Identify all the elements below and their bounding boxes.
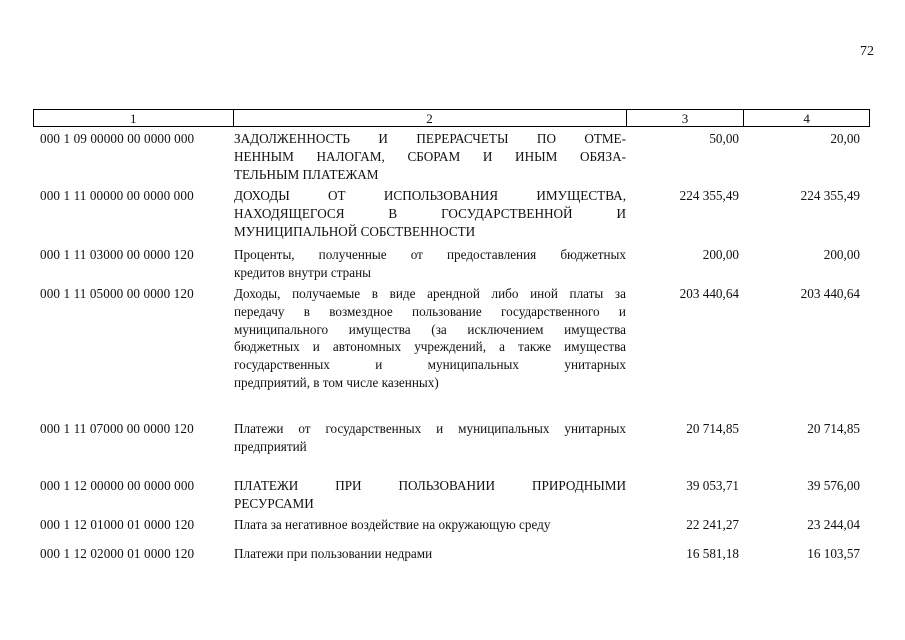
value-col-4: 200,00 [823,247,860,262]
income-name-line: муниципального имущества (за исключением имущества [234,321,626,337]
income-name-line: РЕСУРСАМИ [234,495,314,511]
table-header [33,109,870,127]
income-name-line: кредитов внутри страны [234,264,372,280]
header-col-1: 1 [34,110,234,126]
budget-code: 000 1 12 00000 00 0000 000 [40,478,195,493]
value-col-3: 39 053,71 [686,478,739,493]
income-name-line: предприятий, в том числе казенных) [234,374,439,390]
income-name-line: Платежи при пользовании недрами [234,546,433,561]
income-name-line: ПЛАТЕЖИ ПРИ ПОЛЬЗОВАНИИ ПРИРОДНЫМИ [234,478,626,493]
value-col-3: 224 355,49 [679,188,739,203]
header-col-3: 3 [627,110,745,126]
header-col-4: 4 [803,110,810,126]
income-name [234,516,626,534]
income-name-line: Доходы, получаемые в виде арендной либо иной платы за [234,286,626,301]
budget-code: 000 1 11 00000 00 0000 000 [40,188,194,203]
value-col-4: 39 576,00 [807,478,860,493]
income-name-line: ЗАДОЛЖЕННОСТЬ И ПЕРЕРАСЧЕТЫ ПО ОТМЕ- [234,131,626,146]
value-col-4: 203 440,64 [800,286,860,301]
income-name [234,187,626,240]
income-name [234,246,626,282]
income-name-line: передачу в возмездное пользование государственного и [234,303,626,319]
value-col-3: 200,00 [702,247,739,262]
income-name-line: бюджетных и автономных учреждений, а также имущества [234,339,626,355]
budget-code: 000 1 11 07000 00 0000 120 [40,421,194,436]
income-name-line: Платежи от государственных и муниципальных унитарных [234,421,626,436]
income-name-line: ДОХОДЫ ОТ ИСПОЛЬЗОВАНИЯ ИМУЩЕСТВА, [234,188,626,203]
income-name-line: государственных и муниципальных унитарных [234,357,626,373]
value-col-3: 22 241,27 [686,517,739,532]
header-col-2: 2 [234,110,627,126]
income-name-line: Плата за негативное воздействие на окружающую среду [234,517,551,532]
budget-code: 000 1 09 00000 00 0000 000 [40,131,195,146]
page-number: 72 [860,44,874,59]
income-name [234,285,626,392]
budget-code: 000 1 11 05000 00 0000 120 [40,286,194,301]
income-name [234,130,626,183]
budget-code: 000 1 12 02000 01 0000 120 [40,546,195,561]
value-col-3: 16 581,18 [686,546,739,561]
value-col-4: 16 103,57 [807,546,860,561]
income-name-line: предприятий [234,438,307,454]
budget-code: 000 1 12 01000 01 0000 120 [40,517,195,532]
value-col-3: 50,00 [709,131,739,146]
income-name-line: НЕННЫМ НАЛОГАМ, СБОРАМ И ИНЫМ ОБЯЗА- [234,148,626,164]
budget-code: 000 1 11 03000 00 0000 120 [40,247,194,262]
income-name [234,545,626,563]
value-col-4: 20 714,85 [807,421,860,436]
value-col-4: 224 355,49 [800,188,860,203]
value-col-4: 20,00 [830,131,860,146]
income-name-line: ТЕЛЬНЫМ ПЛАТЕЖАМ [234,166,379,182]
value-col-3: 20 714,85 [686,421,739,436]
income-name-line: Проценты, полученные от предоставления бюджетных [234,247,626,262]
value-col-3: 203 440,64 [679,286,739,301]
income-name [234,477,626,513]
income-name-line: МУНИЦИПАЛЬНОЙ СОБСТВЕННОСТИ [234,223,476,239]
income-name [234,420,626,456]
value-col-4: 23 244,04 [807,517,860,532]
income-name-line: НАХОДЯЩЕГОСЯ В ГОСУДАРСТВЕННОЙ И [234,205,626,221]
